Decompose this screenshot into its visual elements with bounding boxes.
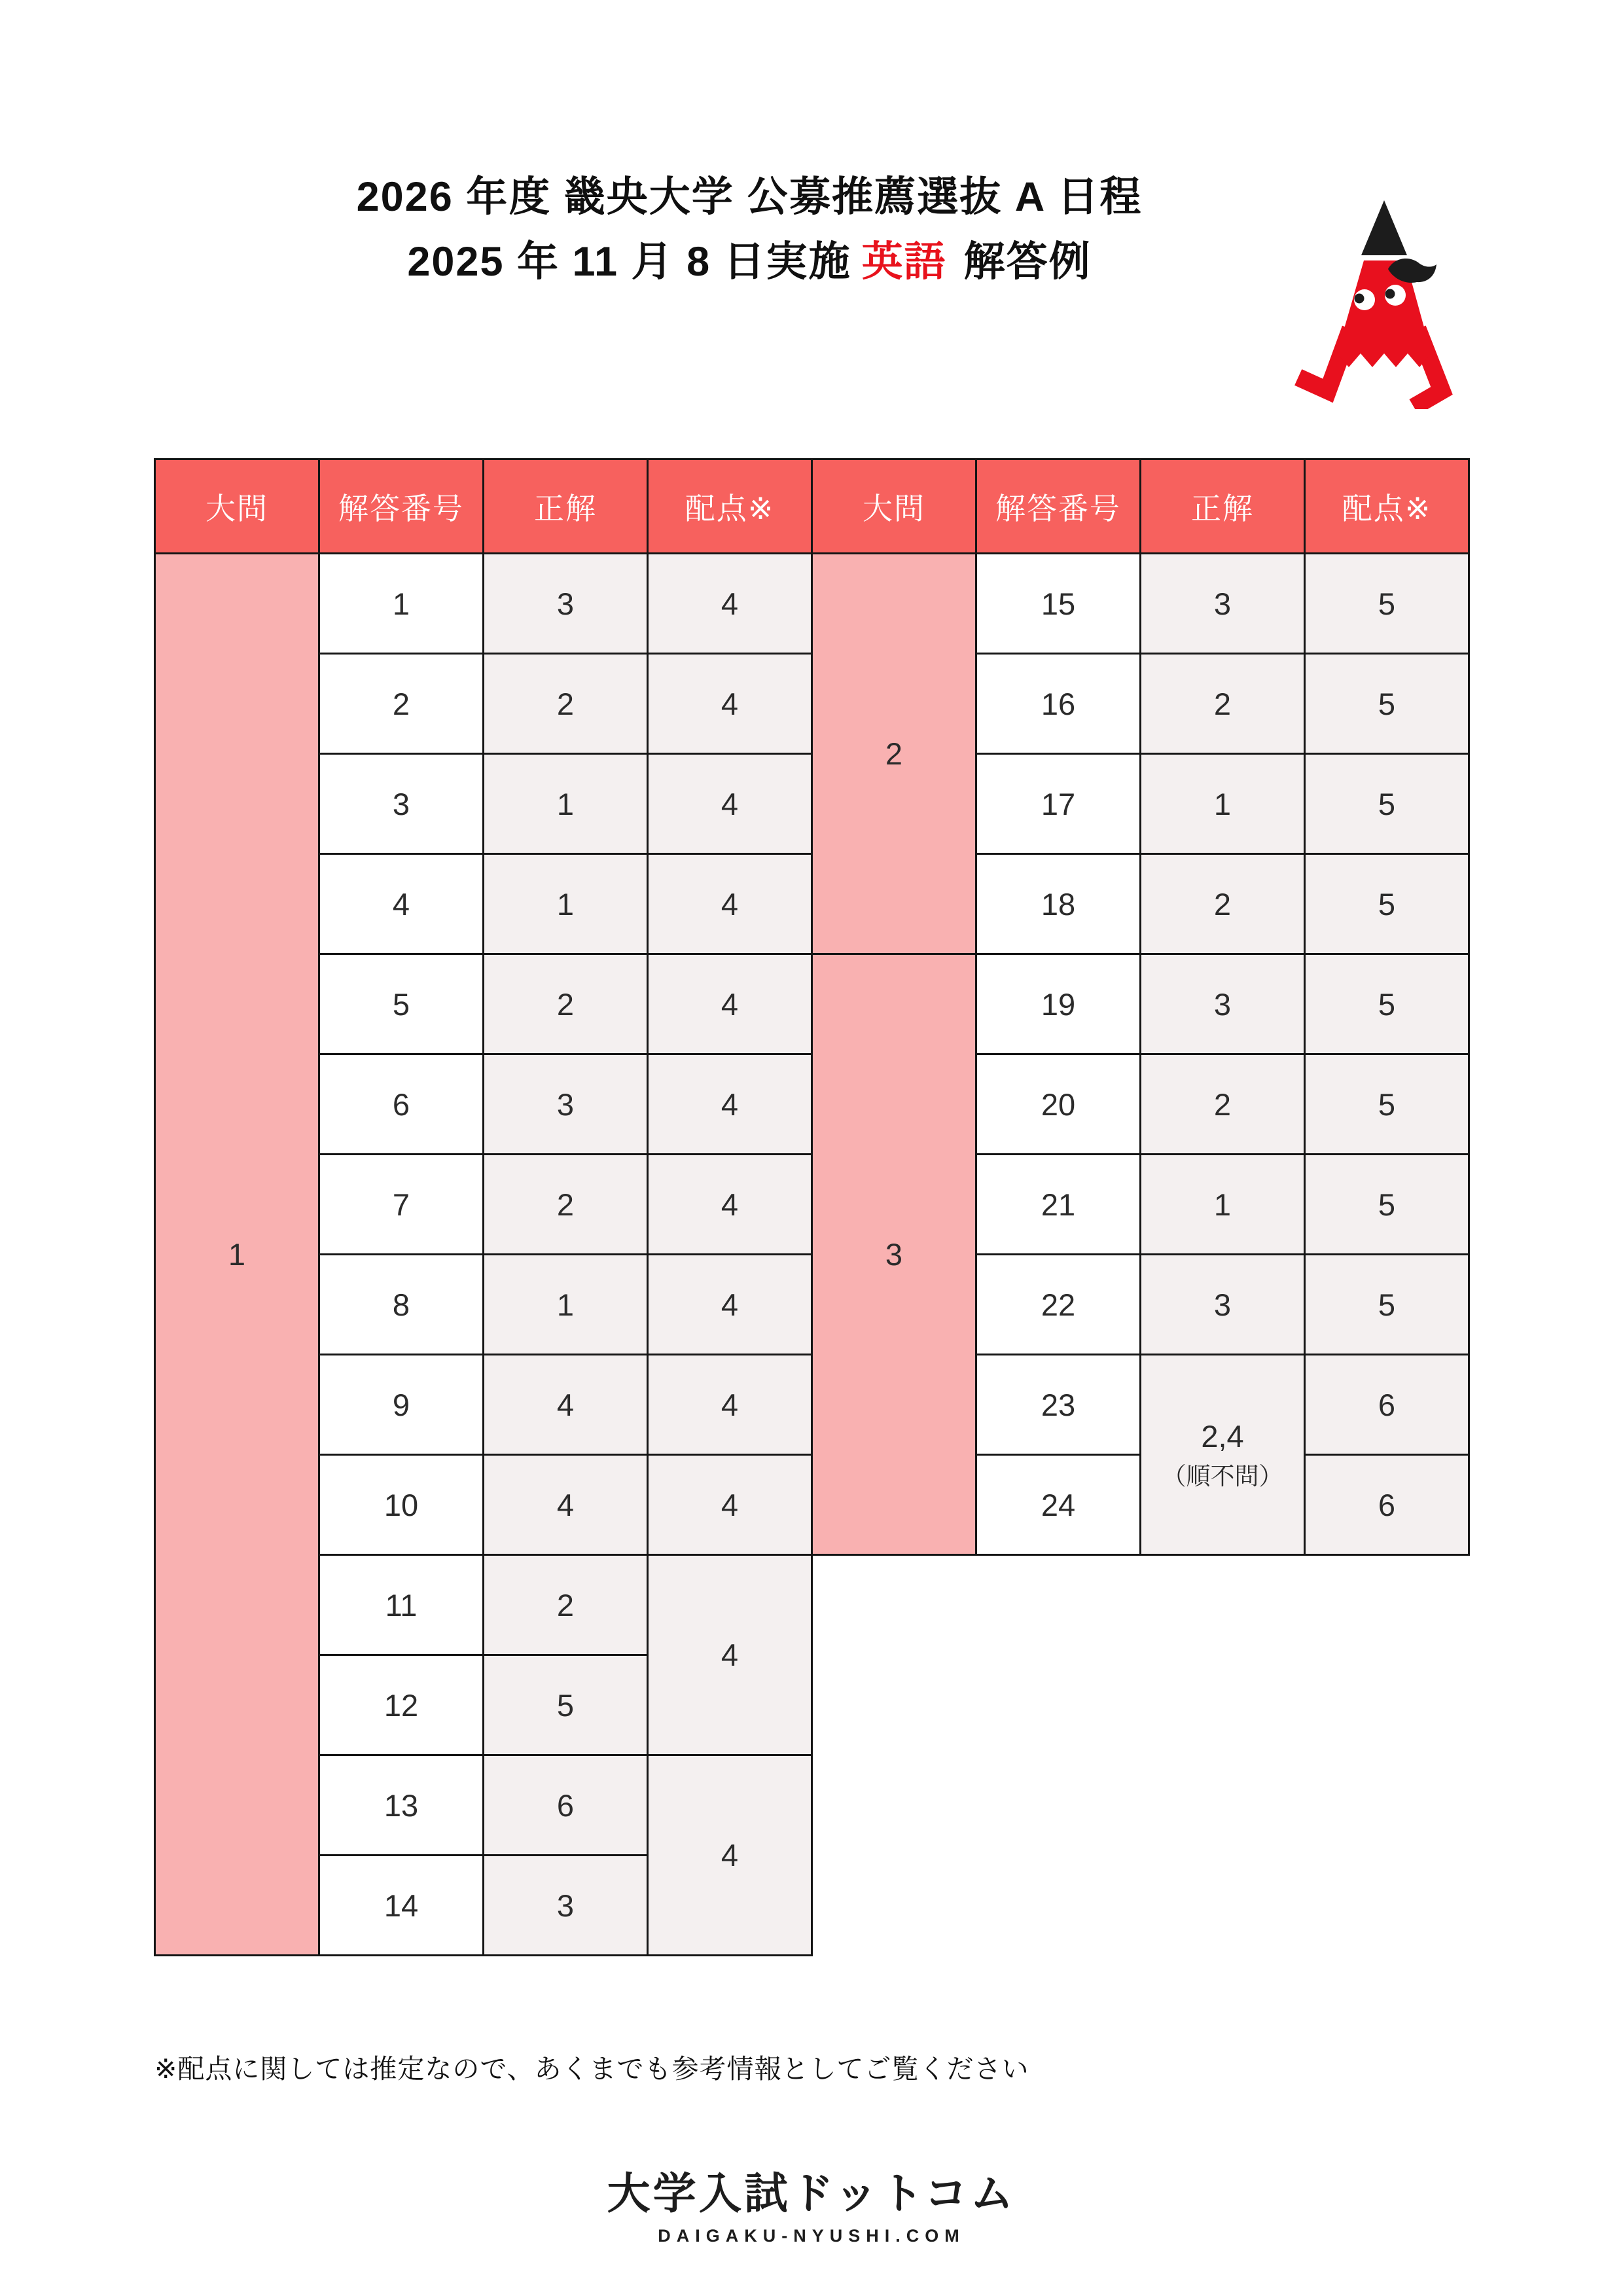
header-cell-points: 配点※ — [648, 459, 812, 554]
answer-number-cell: 24 — [976, 1455, 1141, 1555]
answer-number-cell: 15 — [976, 554, 1141, 654]
points-cell: 5 — [1305, 1255, 1469, 1355]
correct-answer-cell: 4 — [484, 1455, 648, 1555]
header-cell-number: 解答番号 — [319, 459, 484, 554]
points-cell: 4 — [648, 1054, 812, 1155]
answer-number-cell: 22 — [976, 1255, 1141, 1355]
points-cell: 4 — [648, 854, 812, 954]
correct-answer-cell: 3 — [1141, 554, 1305, 654]
header-cell-daimon: 大問 — [155, 459, 319, 554]
correct-answer-cell: 2 — [1141, 654, 1305, 754]
points-cell: 5 — [1305, 1155, 1469, 1255]
answer-number-cell: 1 — [319, 554, 484, 654]
answer-table-body — [155, 554, 1469, 1956]
title-line-1 — [0, 165, 1499, 230]
correct-answer-cell: 2,4 （順不問） — [1141, 1355, 1305, 1555]
correct-answer-cell: 3 — [484, 554, 648, 654]
points-cell: 4 — [648, 1255, 812, 1355]
answer-number-cell: 14 — [319, 1856, 484, 1956]
table-row — [155, 554, 1469, 654]
points-cell: 4 — [648, 1555, 812, 1755]
title-date-text: 2025 年 11 月 8 日実施 — [407, 239, 851, 285]
points-cell: 5 — [1305, 954, 1469, 1054]
correct-answer-cell: 1 — [484, 1255, 648, 1355]
correct-answer-cell: 2 — [484, 954, 648, 1054]
answer-number-cell: 12 — [319, 1655, 484, 1755]
page-title — [0, 165, 1499, 295]
mascot-left-pupil — [1355, 294, 1364, 304]
title-suffix-text: 解答例 — [963, 239, 1092, 285]
answer-number-cell: 7 — [319, 1155, 484, 1255]
answer-number-cell: 17 — [976, 754, 1141, 854]
mascot-hat-icon — [1361, 200, 1407, 255]
answer-table-header-row — [155, 459, 1469, 554]
answer-number-cell: 10 — [319, 1455, 484, 1555]
table-row — [155, 1856, 1469, 1956]
correct-answer-cell: 3 — [1141, 954, 1305, 1054]
answer-number-cell: 4 — [319, 854, 484, 954]
answer-number-cell: 19 — [976, 954, 1141, 1054]
points-cell: 5 — [1305, 554, 1469, 654]
correct-answer-cell: 1 — [1141, 1155, 1305, 1255]
header-cell-number: 解答番号 — [976, 459, 1141, 554]
answer-table-head — [155, 459, 1469, 554]
points-cell: 5 — [1305, 854, 1469, 954]
site-logo-sub-text: DAIGAKU-NYUSHI.COM — [658, 2226, 965, 2246]
answer-number-cell: 3 — [319, 754, 484, 854]
points-cell: 5 — [1305, 1054, 1469, 1155]
points-cell: 6 — [1305, 1355, 1469, 1455]
header-cell-daimon: 大問 — [812, 459, 976, 554]
correct-answer-cell: 3 — [484, 1856, 648, 1956]
answer-number-cell: 8 — [319, 1255, 484, 1355]
points-cell: 4 — [648, 754, 812, 854]
points-cell: 4 — [648, 954, 812, 1054]
points-cell: 4 — [648, 1755, 812, 1956]
header-cell-correct: 正解 — [1141, 459, 1305, 554]
question-group-cell-2: 2 — [812, 554, 976, 954]
header-cell-points: 配点※ — [1305, 459, 1469, 554]
points-cell: 4 — [648, 1355, 812, 1455]
answer-number-cell: 6 — [319, 1054, 484, 1155]
correct-answer-cell: 3 — [484, 1054, 648, 1155]
table-row — [155, 954, 1469, 1054]
table-row — [155, 1755, 1469, 1856]
table-row — [155, 1555, 1469, 1655]
points-cell: 4 — [648, 554, 812, 654]
points-cell: 4 — [648, 1455, 812, 1555]
table-row — [155, 1655, 1469, 1755]
correct-answer-cell: 3 — [1141, 1255, 1305, 1355]
mascot-character-icon — [1285, 192, 1469, 409]
header-cell-correct: 正解 — [484, 459, 648, 554]
answer-number-cell: 2 — [319, 654, 484, 754]
points-cell: 4 — [648, 654, 812, 754]
correct-answer-cell: 2 — [484, 1555, 648, 1655]
correct-answer-cell: 1 — [484, 754, 648, 854]
correct-answer-cell: 4 — [484, 1355, 648, 1455]
site-logo-main-text: 大学入試ドットコム — [607, 2169, 1016, 2217]
site-logo — [0, 2159, 1623, 2246]
answer-number-cell: 23 — [976, 1355, 1141, 1455]
correct-answer-cell: 2 — [484, 1155, 648, 1255]
answer-number-cell: 18 — [976, 854, 1141, 954]
points-cell: 5 — [1305, 754, 1469, 854]
answer-number-cell: 21 — [976, 1155, 1141, 1255]
points-cell: 5 — [1305, 654, 1469, 754]
correct-answer-cell: 1 — [484, 854, 648, 954]
title-line-2 — [0, 230, 1499, 295]
title-subject-text: 英語 — [861, 239, 947, 285]
answer-number-cell: 20 — [976, 1054, 1141, 1155]
correct-answer-cell: 2 — [1141, 854, 1305, 954]
answer-number-cell: 11 — [319, 1555, 484, 1655]
answer-number-cell: 16 — [976, 654, 1141, 754]
answer-number-cell: 5 — [319, 954, 484, 1054]
points-cell: 4 — [648, 1155, 812, 1255]
question-group-cell-1: 1 — [155, 554, 319, 1956]
correct-answer-cell: 6 — [484, 1755, 648, 1856]
answer-number-cell: 13 — [319, 1755, 484, 1856]
answer-number-cell: 9 — [319, 1355, 484, 1455]
correct-answer-cell: 1 — [1141, 754, 1305, 854]
question-group-cell-3: 3 — [812, 954, 976, 1555]
correct-answer-note: （順不問） — [1162, 1462, 1283, 1490]
correct-answer-cell: 5 — [484, 1655, 648, 1755]
footnote: ※配点に関しては推定なので、あくまでも参考情報としてご覧ください — [154, 2054, 1029, 2084]
title-line-1-text: 2026 年度 畿央大学 公募推薦選抜 A 日程 — [356, 174, 1143, 220]
correct-answer-cell: 2 — [1141, 1054, 1305, 1155]
answer-table — [154, 458, 1470, 1956]
points-cell: 6 — [1305, 1455, 1469, 1555]
mascot-right-pupil — [1385, 289, 1395, 299]
correct-answer-cell: 2 — [484, 654, 648, 754]
